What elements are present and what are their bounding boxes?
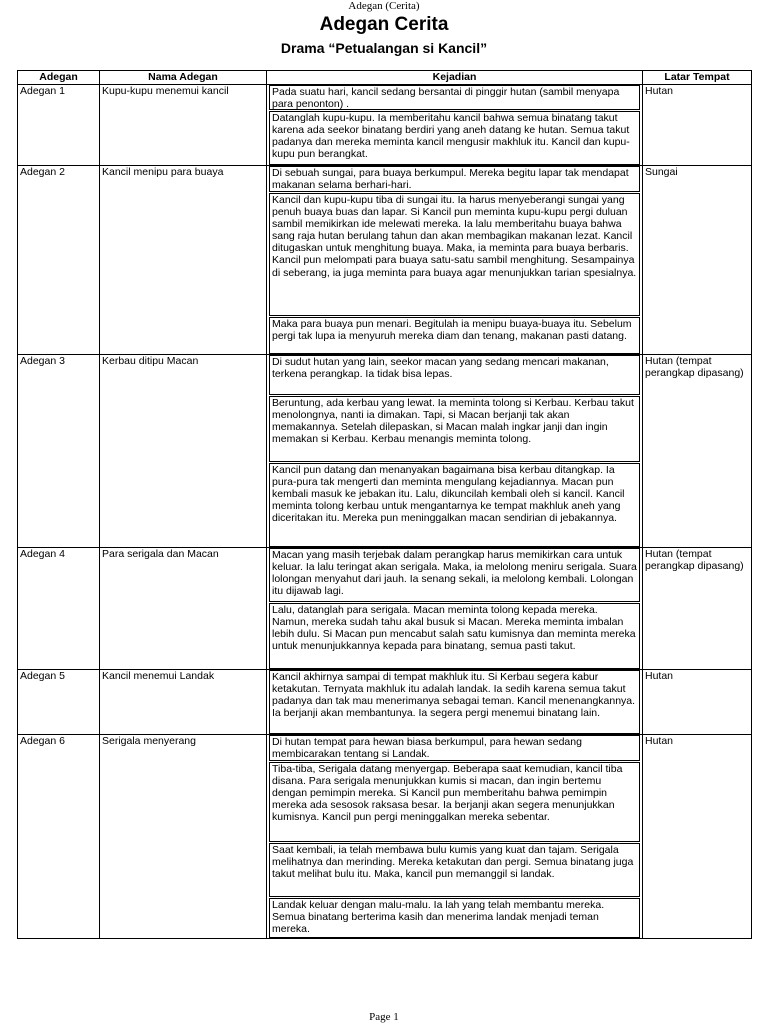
- event-text: Kancil pun datang dan menanyakan bagaimana bisa kerbau ditangkap. Ia pura-pura tak mengerti dan meminta mengulang kejadiannya. Macan pun kembali masuk ke jebakan itu. Lalu, dikuncilah kembali oleh si kancil. Kancil meminta tolong kerbau untuk mengantarnya ke tempat makhluk aneh yang diceritakan itu. Mereka pun meninggalkan macan sendirian di jebakannya.: [269, 463, 640, 547]
- scene-table: [17, 70, 752, 939]
- header-nama-adegan: Nama Adegan: [100, 71, 267, 85]
- event-text: Beruntung, ada kerbau yang lewat. Ia meminta tolong si Kerbau. Kerbau takut menolongnya, nanti ia dimakan. Tapi, si Macan berjanji tak akan memakannya. Setelah dilepaskan, si Macan malah ingkar janji dan ingin memakan si Kerbau. Kerbau menangis meminta tolong.: [269, 396, 640, 462]
- header-latar-tempat: Latar Tempat: [643, 71, 752, 85]
- page-subtitle: Drama “Petualangan si Kancil”: [280, 40, 488, 56]
- table-row: [18, 166, 752, 355]
- scene-setting: Hutan (tempat perangkap dipasang): [643, 548, 752, 670]
- scene-events: [267, 735, 643, 939]
- event-text: Landak keluar dengan malu-malu. Ia lah yang telah membantu mereka. Semua binatang berterima kasih dan menerima landak menjadi teman mereka.: [269, 898, 640, 938]
- event-text: Kancil dan kupu-kupu tiba di sungai itu. Ia harus menyeberangi sungai yang penuh buaya buas dan lapar. Si Kancil pun meminta kupu-kupu pergi duluan sambil memikirkan ide melewati mereka. Ia lalu memberitahu buaya bahwa sang raja hutan berulang tahun dan akan membagikan makanan lezat. Kancil ditugaskan untuk menghitung buaya. Maka, ia meminta para buaya berbaris. Kancil pun melompati para buaya satu-satu sambil menghitung. Sesampainya di seberang, ia juga meminta para buaya agar menunjukkan tarian spesialnya.: [269, 193, 640, 316]
- event-text: Tiba-tiba, Serigala datang menyergap. Beberapa saat kemudian, kancil tiba disana. Para serigala menunjukkan kumis si macan, dan ingin bertemu dengan pemimpin mereka. Si Kancil pun memberitahu bahwa pemimpin mereka ada sesosok raksasa besar. Ia berjanji akan segera menunjukkan kumisnya. Kancil pun pergi meninggalkan mereka sebentar.: [269, 762, 640, 842]
- scene-number: Adegan 3: [18, 355, 100, 548]
- scene-name: Para serigala dan Macan: [100, 548, 267, 670]
- table-row: [18, 85, 752, 166]
- page-title: Adegan Cerita: [319, 14, 449, 35]
- event-text: Pada suatu hari, kancil sedang bersantai di pinggir hutan (sambil menyapa para penonton) .: [269, 85, 640, 110]
- table-row: [18, 548, 752, 670]
- scene-setting: Sungai: [643, 166, 752, 355]
- scene-events: [267, 548, 643, 670]
- scene-number: Adegan 1: [18, 85, 100, 166]
- scene-number: Adegan 4: [18, 548, 100, 670]
- event-text: Macan yang masih terjebak dalam perangkap harus memikirkan cara untuk keluar. Ia lalu teringat akan serigala. Maka, ia melolong meniru serigala. Suara lolongan menyahut dari jauh. Ia senang sekali, ia melolong kembali. Lolongan itu dijawab lagi.: [269, 548, 640, 602]
- scene-setting: Hutan: [643, 85, 752, 166]
- scene-name: Kerbau ditipu Macan: [100, 355, 267, 548]
- scene-number: Adegan 5: [18, 670, 100, 735]
- event-text: Lalu, datanglah para serigala. Macan meminta tolong kepada mereka. Namun, mereka sudah tahu akal busuk si Macan. Mereka meminta imbalan lebih dulu. Si Macan pun mencabut salah satu kumisnya dan meminta mereka untuk menunjukkannya kepada para binatang, semua pasti takut.: [269, 603, 640, 669]
- running-header: Adegan (Cerita): [348, 0, 420, 12]
- scene-number: Adegan 2: [18, 166, 100, 355]
- page-footer: Page 1: [369, 1011, 399, 1023]
- event-text: Di sebuah sungai, para buaya berkumpul. Mereka begitu lapar tak mendapat makanan selama berhari-hari.: [269, 166, 640, 192]
- scene-setting: Hutan (tempat perangkap dipasang): [643, 355, 752, 548]
- scene-name: Serigala menyerang: [100, 735, 267, 939]
- event-text: Saat kembali, ia telah membawa bulu kumis yang kuat dan tajam. Serigala melihatnya dan merinding. Mereka ketakutan dan pergi. Semua binatang juga takut melihat bulu itu. Maka, kancil pun memanggil si landak.: [269, 843, 640, 897]
- table-row: [18, 735, 752, 939]
- scene-name: Kupu-kupu menemui kancil: [100, 85, 267, 166]
- table-row: [18, 355, 752, 548]
- event-text: Kancil akhirnya sampai di tempat makhluk itu. Si Kerbau segera kabur ketakutan. Ternyata makhluk itu adalah landak. Ia sedih karena semua takut padanya dan tak mau menerimanya sebagai teman. Kancil menenangkannya. Ia berjanji akan membantunya. Ia segera pergi menemui binatang lain.: [269, 670, 640, 734]
- scene-events: [267, 670, 643, 735]
- scene-name: Kancil menemui Landak: [100, 670, 267, 735]
- event-text: Maka para buaya pun menari. Begitulah ia menipu buaya-buaya itu. Sebelum pergi tak lupa ia menyuruh mereka diam dan tenang, makanan pasti datang.: [269, 317, 640, 354]
- scene-events: [267, 166, 643, 355]
- table-header-row: [18, 71, 752, 85]
- scene-events: [267, 355, 643, 548]
- table-row: [18, 670, 752, 735]
- scene-setting: Hutan: [643, 670, 752, 735]
- header-adegan: Adegan: [18, 71, 100, 85]
- scene-number: Adegan 6: [18, 735, 100, 939]
- event-text: Di hutan tempat para hewan biasa berkumpul, para hewan sedang membicarakan tentang si Landak.: [269, 735, 640, 761]
- scene-events: [267, 85, 643, 166]
- scene-name: Kancil menipu para buaya: [100, 166, 267, 355]
- header-kejadian: Kejadian: [267, 71, 643, 85]
- event-text: Di sudut hutan yang lain, seekor macan yang sedang mencari makanan, terkena perangkap. Ia tidak bisa lepas.: [269, 355, 640, 395]
- scene-setting: Hutan: [643, 735, 752, 939]
- event-text: Datanglah kupu-kupu. Ia memberitahu kancil bahwa semua binatang takut karena ada seekor binatang berdiri yang aneh datang ke hutan. Semua takut padanya dan mereka meminta kancil mengusir makhluk itu. Kancil dan kupu-kupu pun berangkat.: [269, 111, 640, 165]
